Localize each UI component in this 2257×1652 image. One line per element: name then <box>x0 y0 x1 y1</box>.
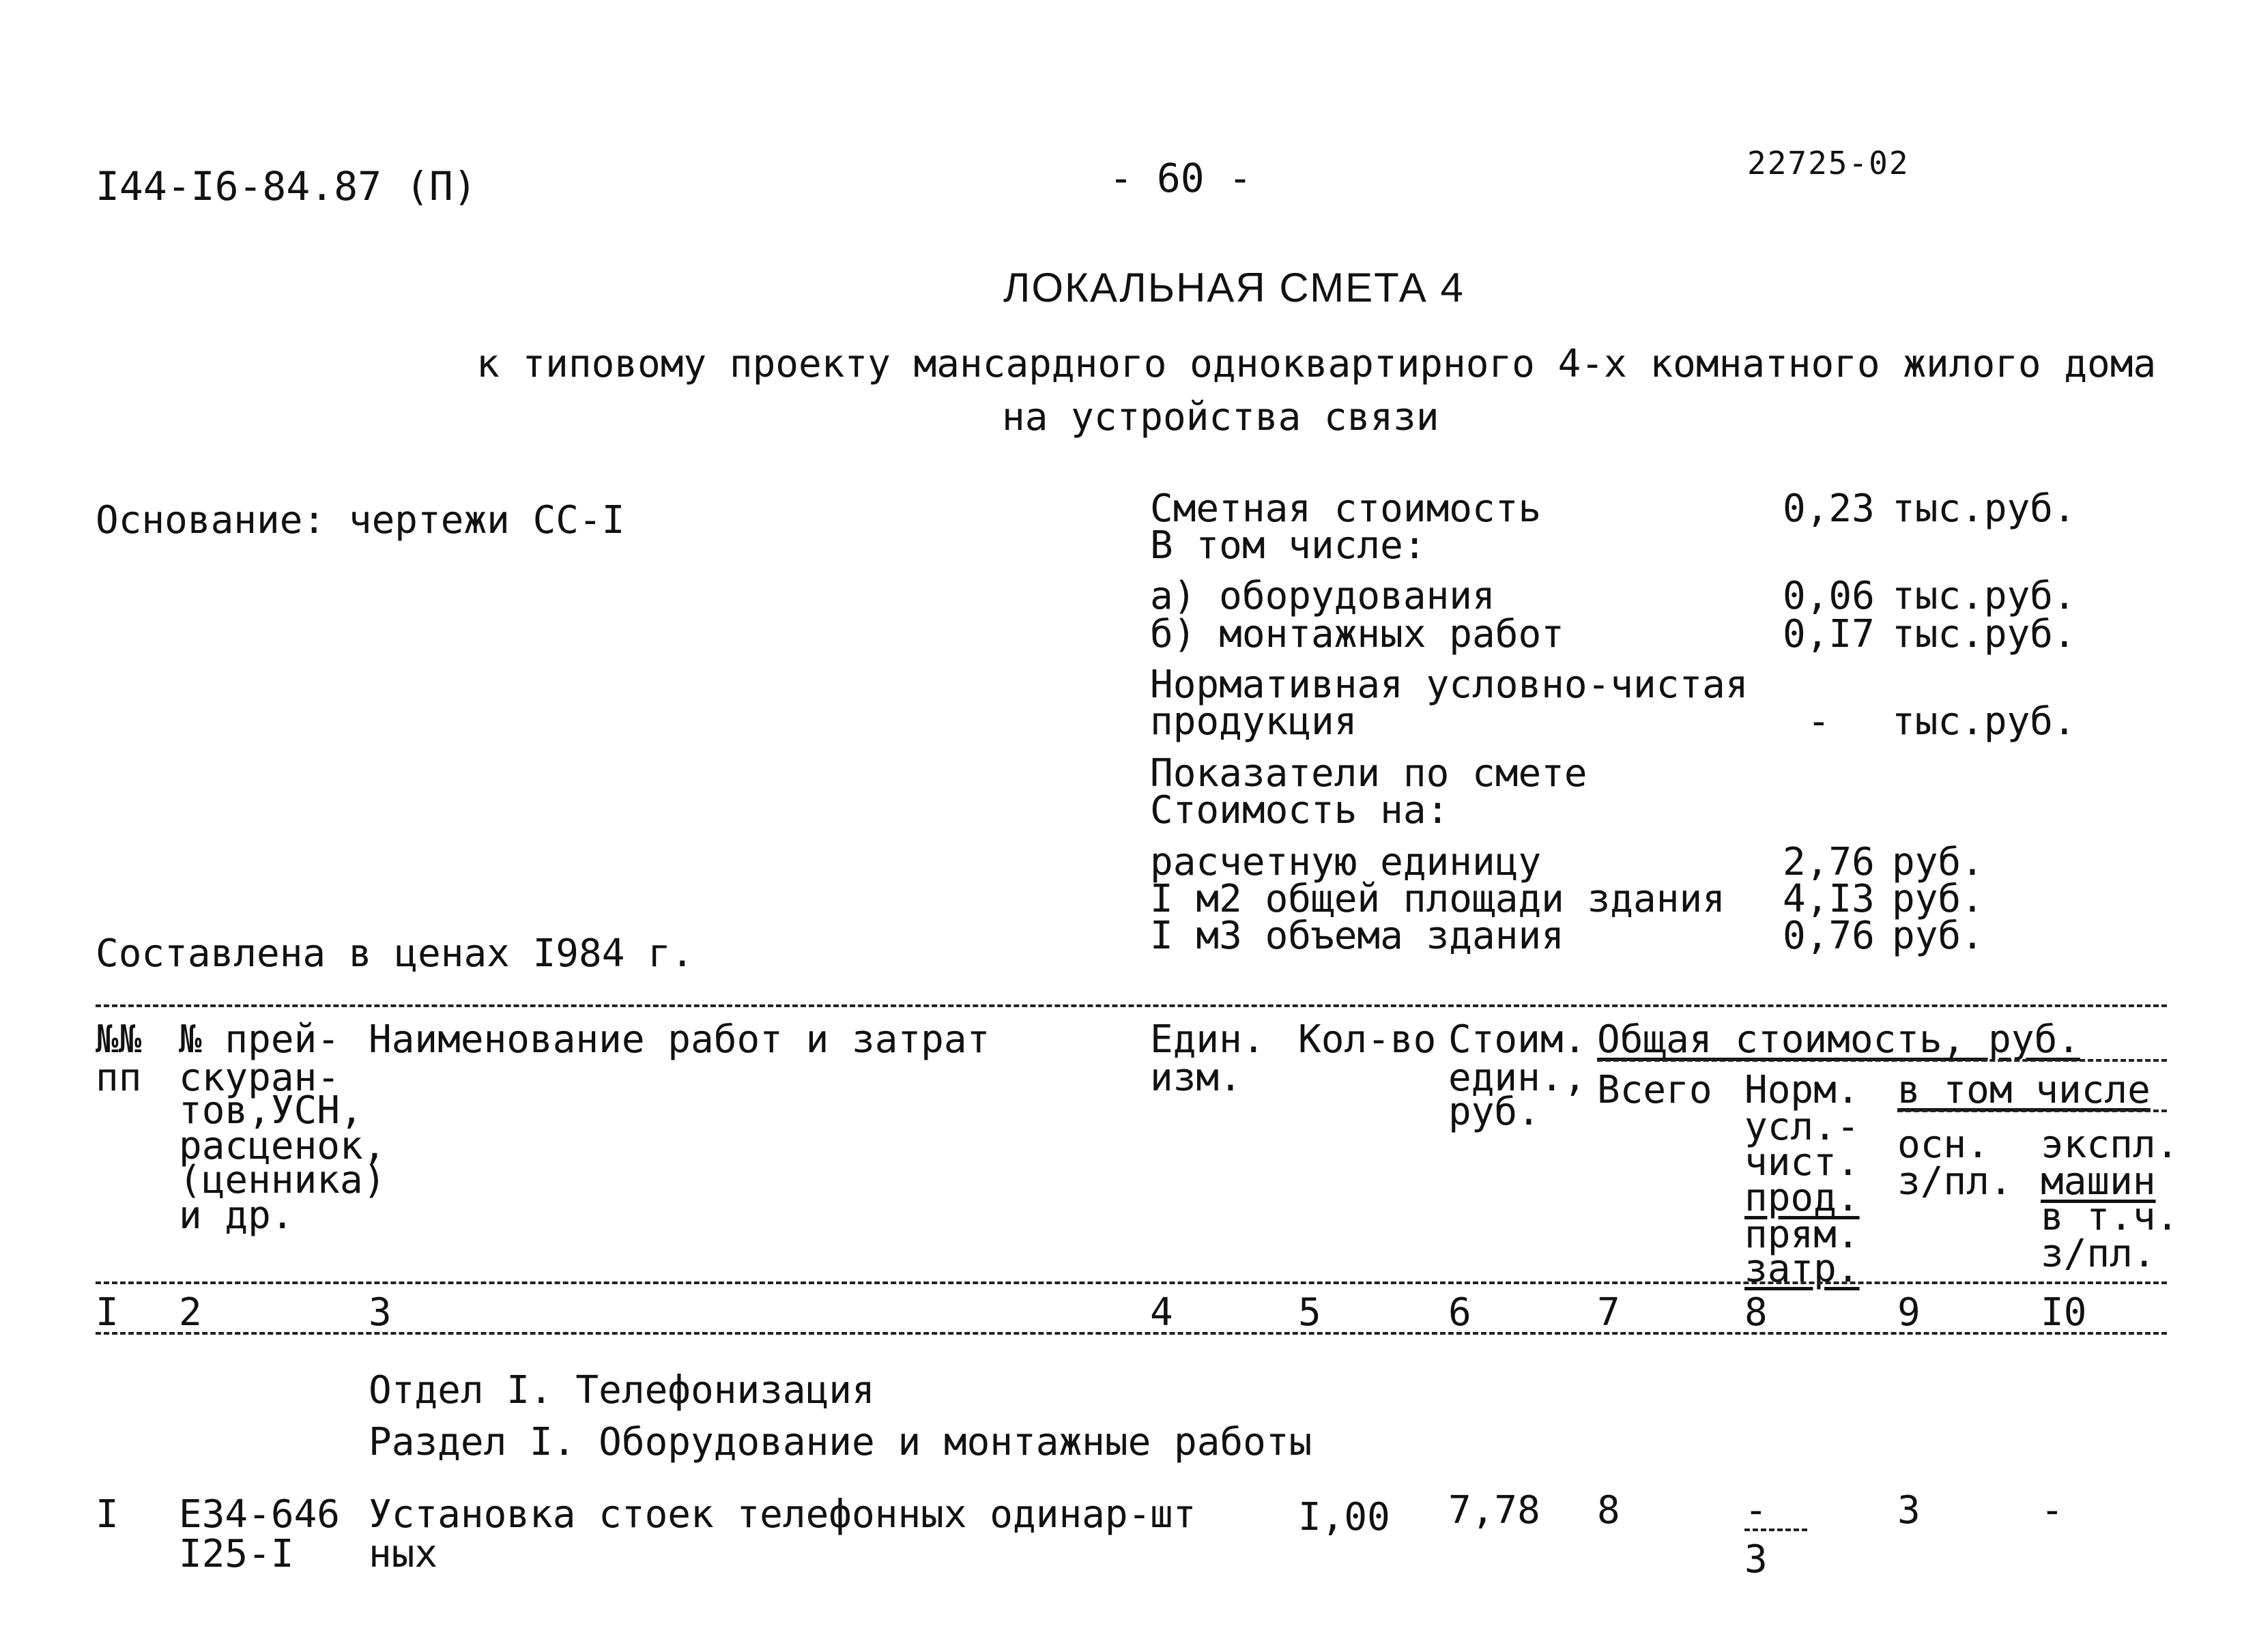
row-norm-top: - <box>1744 1488 1768 1533</box>
equipment-unit: тыс.руб. <box>1892 574 2076 618</box>
normative-value: - <box>1807 699 1830 744</box>
cost-unit: тыс.руб. <box>1892 487 2076 531</box>
header-col2-line4: расценок, <box>179 1124 386 1168</box>
volume-cost-unit: руб. <box>1892 914 1984 958</box>
header-col1-line1: №№ <box>96 1017 142 1062</box>
header-col8-line5: прям. <box>1744 1213 1860 1257</box>
header-col2-line6: и др. <box>179 1193 294 1238</box>
indicators-label: Показатели по смете <box>1150 751 1587 796</box>
row-unit: шт <box>1150 1492 1196 1537</box>
header-col5: Кол-во <box>1298 1017 1437 1062</box>
header-col10-line3: в т.ч. <box>2041 1195 2179 1239</box>
installation-unit: тыс.руб. <box>1892 612 2076 656</box>
normative-label-line1: Нормативная условно-чистая <box>1150 663 1749 707</box>
header-col1-line2: пп <box>96 1056 142 1100</box>
header-col4-line2: изм. <box>1150 1056 1242 1100</box>
area-cost-value: 4,I3 <box>1783 877 1875 921</box>
row-code-line2: I25-I <box>179 1532 294 1576</box>
row-name-line2: ных <box>369 1532 438 1576</box>
header-col8-line1: Норм. <box>1744 1068 1860 1112</box>
row-norm-bottom: 3 <box>1744 1537 1768 1582</box>
header-col2-line3: тов,УСН, <box>179 1088 363 1133</box>
column-number-2: 2 <box>179 1290 202 1335</box>
basis-text: Основание: чертежи СС-I <box>96 498 625 542</box>
area-cost-label: I м2 общей площади здания <box>1150 877 1725 921</box>
header-col6-line2: един., <box>1448 1056 1587 1100</box>
row-norm-fraction-line <box>1744 1528 1807 1531</box>
row-unit-cost: 7,78 <box>1448 1488 1540 1533</box>
column-number-1: I <box>96 1290 119 1335</box>
row-number: I <box>96 1492 119 1537</box>
volume-cost-label: I м3 объема здания <box>1150 914 1564 958</box>
header-incl-group-rule <box>1897 1110 2167 1112</box>
installation-value: 0,I7 <box>1783 612 1875 656</box>
document-subtitle-line1: к типовому проекту мансардного одноквартирного 4-х комнатного жилого дома <box>476 342 2157 386</box>
header-col6-line3: руб. <box>1448 1090 1540 1134</box>
including-label: В том числе: <box>1150 523 1426 568</box>
installation-label: б) монтажных работ <box>1150 612 1564 656</box>
area-cost-unit: руб. <box>1892 877 1984 921</box>
header-total-group-rule <box>1597 1059 2167 1062</box>
column-number-8: 8 <box>1744 1290 1768 1335</box>
column-number-4: 4 <box>1150 1290 1173 1335</box>
row-quantity: I,00 <box>1298 1495 1390 1539</box>
header-col2-line5: (ценника) <box>179 1158 386 1202</box>
column-number-5: 5 <box>1298 1290 1321 1335</box>
header-incl-group: в том числе <box>1897 1068 2151 1112</box>
volume-cost-value: 0,76 <box>1783 914 1875 958</box>
handwritten-code: 22725-02 <box>1747 145 1910 182</box>
cost-label: Сметная стоимость <box>1150 487 1542 531</box>
header-col2-line2: скуран- <box>179 1056 341 1100</box>
row-name-line1: Установка стоек телефонных одинар- <box>369 1492 1151 1537</box>
normative-label-line2: продукция <box>1150 699 1357 744</box>
header-col4-line1: Един. <box>1150 1017 1265 1062</box>
column-number-10: I0 <box>2041 1290 2087 1335</box>
equipment-label: а) оборудования <box>1150 574 1495 618</box>
cost-per-label: Стоимость на: <box>1150 788 1450 832</box>
document-subtitle-line2: на устройства связи <box>1002 395 1439 439</box>
subsection-title: Раздел I. Оборудование и монтажные работы <box>369 1420 1312 1464</box>
unit-cost-value: 2,76 <box>1783 840 1875 884</box>
header-col9-line1: осн. <box>1897 1122 1989 1167</box>
normative-unit: тыс.руб. <box>1892 699 2076 744</box>
header-col10-line2: машин <box>2041 1159 2156 1204</box>
column-number-6: 6 <box>1448 1290 1471 1335</box>
header-col8-line2: усл.- <box>1744 1105 1860 1149</box>
header-col8-line3: чист. <box>1744 1140 1860 1185</box>
header-col8-line6: затр. <box>1744 1247 1860 1291</box>
unit-cost-unit: руб. <box>1892 840 1984 884</box>
row-machines: - <box>2041 1488 2064 1533</box>
header-col3: Наименование работ и затрат <box>369 1017 990 1062</box>
header-col6-line1: Стоим. <box>1448 1017 1587 1062</box>
prices-year-text: Составлена в ценах I984 г. <box>96 931 694 976</box>
column-number-9: 9 <box>1897 1290 1921 1335</box>
row-base-wage: 3 <box>1897 1488 1921 1533</box>
header-col10-line1: экспл. <box>2041 1122 2179 1167</box>
header-col10-line4: з/пл. <box>2041 1232 2156 1276</box>
header-bottom-rule <box>96 1281 2167 1284</box>
header-total-group: Общая стоимость, руб. <box>1597 1017 2081 1062</box>
column-numbers-rule <box>96 1332 2167 1335</box>
column-number-3: 3 <box>369 1290 392 1335</box>
page-number: - 60 - <box>1109 155 1252 201</box>
header-col2-line1: № прей- <box>179 1017 341 1062</box>
header-col9-line2: з/пл. <box>1897 1159 2013 1204</box>
document-code: I44-I6-84.87 (П) <box>96 163 477 209</box>
equipment-value: 0,06 <box>1783 574 1875 618</box>
header-col8-line4: прод. <box>1744 1176 1860 1220</box>
column-number-7: 7 <box>1597 1290 1620 1335</box>
row-total: 8 <box>1597 1488 1620 1533</box>
unit-cost-label: расчетную единицу <box>1150 840 1542 884</box>
header-col7: Всего <box>1597 1068 1712 1112</box>
section-title: Отдел I. Телефонизация <box>369 1368 875 1412</box>
table-top-rule <box>96 1004 2167 1007</box>
document-title: ЛОКАЛЬНАЯ СМЕТА 4 <box>1003 265 1465 310</box>
cost-value: 0,23 <box>1783 487 1875 531</box>
row-code-line1: Е34-646 <box>179 1492 341 1537</box>
